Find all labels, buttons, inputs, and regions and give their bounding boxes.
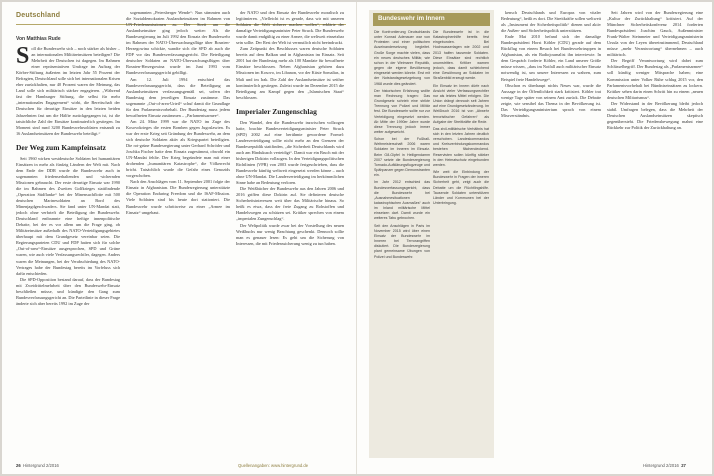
sidebar-column-2 xyxy=(433,30,489,454)
body-paragraph: Zum Zeitpunkt des Beschlusses waren deutsche Soldaten bereits auf dem Balkan und in Afghanistan im Einsatz. Seit 2001 hat der Bundestag mehr als 100 Mandate für bewaffnete Einsätze beschlossen. Neben Afghanistan gehören dazu Missionen im Kosovo, im Libanon, vor der Küste Somalias, in Mali und im Irak. Die Zahl der Auslandseinsätze ist seither kontinuierlich gestiegen. Zuletzt wurde im Dezember 2015 die Beteiligung am Kampf gegen den „Islamischen Staat“ beschlossen. xyxy=(236,46,344,100)
magazine-spread xyxy=(2,2,712,474)
page-number: 26 xyxy=(16,463,21,468)
body-paragraph: sogenannten „Petersberger Wende“: Nun stimmten auch die Sozialdemokraten Auslandseinsätzen im Rahmen von UN-Friedensmissionen zu. Der Streit um die Auslandseinsätze ging jedoch weiter: Als die Bundesregierung im Juli 1992 den Einsatz der Bundeswehr im Rahmen der NATO-Überwachungsflüge über Bosnien-Herzegowina schickte, wandte sich die SPD ab auch die FDP vor das Bundesverfassungsgericht. Die Beteiligung deutscher Soldaten an NATO-Überwachungsflügen über Bosnien-Herzegowina wurde im Juni 1993 vom Bundesverfassungsgericht gebilligt. xyxy=(126,10,230,76)
article-column-4 xyxy=(501,10,601,456)
sidebar-paragraph: Der historischen Erfahrung wollte man Rechnung tragen: Das Grundgesetz schrieb eine strikte Trennung von Polizei und Militär fest. Die Bundeswehr sollte nur zur Verteidigung eingesetzt werden. Ab Mitte der 1990er Jahre wurde diese Trennung jedoch immer weiter aufgeweicht. xyxy=(374,88,430,134)
sidebar-paragraph: Die Konfrontierung Deutschlands unter Konrad Adenauer war von Protesten und einer politischen Auseinandersetzung begleitet. Große Sorge machte vielen, dass ein neues deutsches Militär, wie schon in der Weimarer Republik, gegen die eigene Bevölkerung eingesetzt werden könnte. Erst mit der Notstandsgesetzgebung von 1968 wurde dies geändert. xyxy=(374,30,430,86)
sidebar-paragraph: Das zivil-militärische Verhältnis hat sich in den letzten Jahren deutlich verschoben. Landeskommandos und Kreisverbindungskommandos bestehen flächendeckend. Reservisten sollen künftig stärker in den Heimatschutz eingebunden werden. xyxy=(433,126,489,167)
body-paragraph: kensch Deutschlands und Europas von vitaler Bedeutung“, heißt es dort. Die Streitkräfte sollen weltweit als „Instrument der Sicherheitspolitik“ dienen und aktiv die Außen- und Sicherheitspolitik unterstützen. xyxy=(501,10,601,34)
sidebar-header-bar xyxy=(373,13,490,26)
body-paragraph: Ende Mai 2010 befand sich der damalige Bundespräsident Horst Köhler (CDU) gerade auf dem Rückflug von einem Besuch bei Bundeswehrtruppen in Afghanistan, als ein Radiojournalist ihn interviewte. In dem Gespräch forderte Köhler, ein Land unserer Größe müsse wissen, „dass im Notfall auch militärischer Einsatz notwendig ist, um unsere Interessen zu wahren, zum Beispiel freie Handelswege“. xyxy=(501,34,601,82)
body-paragraph: Obschon es überhaupt nichts Neues war, wurde die Aussage in der Öffentlichkeit stark kritisiert. Köhler trat wenige Tage später von seinem Amt zurück. Die Debatte zeigte, wie sensibel das Thema in der Bevölkerung ist. Das Verteidigungsministerium sprach von einem Missverständnis. xyxy=(501,82,601,118)
article-column-1 xyxy=(16,46,120,456)
article-column-3 xyxy=(236,10,344,456)
sidebar-column-1 xyxy=(374,30,430,454)
body-paragraph: Am 12. Juli 1994 entschied das Bundesverfassungsgericht, dass die Beteiligung an Auslandseinsätzen verfassungsgemäß sei, sofern der Bundestag dem jeweiligen Einsatz zustimme. Das sogenannte „Out-of-area-Urteil“ schuf damit die Grundlage für den Parlamentsvorbehalt. Der Bundestag muss jedem bewaffneten Einsatz zustimmen – „Parlamentsarmee“. xyxy=(126,76,230,118)
footer-right xyxy=(643,463,686,468)
footer-left xyxy=(16,463,59,468)
subheading-zungenschlag: Imperialer Zungenschlag xyxy=(236,106,317,116)
body-paragraph: Am 24. März 1999 war die NATO im Zuge des Kosovokrieges die ersten Bomben gegen Jugoslawien. Es war der erste Krieg seit Gründung der Bundeswehr, an dem sich deutsche Soldaten aktiv als Kriegspartei beteiligten. Die rot-grüne Bundesregierung unter Gerhard Schröder und Joschka Fischer hatte dem Einsatz zugestimmt, obwohl ein UN-Mandat fehlte. Der Krieg begründete man mit einer drohenden „humanitären Katastrophe“, die Völkerrecht bricht. Tatsächlich wurde die Gefahr eines Genozids vorgeschoben. xyxy=(126,118,230,179)
body-paragraph: Die SPD-Opposition bestand darauf, dass der Bundestag mit Zweidrittelmehrheit über den Bundeswehr-Einsatz beschließen müsse, und kündigte den Gang zum Bundesverfassungsgericht an. Die Parteilinie in dieser Frage änderte sich aber bereits 1992 im Zuge der xyxy=(16,276,120,306)
page-number: 27 xyxy=(681,463,686,468)
subheading-kampfeinsatz: Der Weg zum Kampfeinsatz xyxy=(16,142,106,152)
sidebar-paragraph: Wie weit die Einbindung der Bundeswehr in Fragen der inneren Sicherheit geht, zeigt auch die Debatte um die Flüchtlingshilfe. Tausende Soldaten unterstützen Länder und Kommunen bei der Unterbringung. xyxy=(433,170,489,205)
body-paragraph: Seit 1960 wirken westdeutsche Soldaten bei humanitären Einsätzen in mehr als fünfzig Ländern der Welt mit. Nach dem Ende der DDR wurde die Bundeswehr auch in sogenannten friedenserhaltenden und -sichernden Missionen gebraucht. Der erste derartige Einsatz war 1990 die im Rahmen des Zweiten Golfkrieges stattfindende „Operation Südflanke“ bei der Minensuchflotte mit 500 deutschen Marinesoldaten an Bord des Minenjagdgeschwaders. Sie fand unter UN-Mandat statt, jedoch ohne verbrieft die Beteiligung der Bundeswehr. Deutschland entbrannte eine heftige innenpolitische Debatte, bei der es vor allem um die Frage ging, ob Militäreinsätze außerhalb des NATO-Verteidigungsgebietes überhaupt mit dem Grundgesetz vereinbar seien. Die Regierungsparteien CDU und FDP hatten sich für solche „Out-of-area“-Einsätze ausgesprochen, SPD und Grüne waren, wie auch viele Verfassungsrechtler, dagegen. Anders waren die Meinungen, bei der Verabschiedung des NATO-Vertrages habe der Bundestag bereits im Vorfeluss sich dafür entschieden. xyxy=(16,155,120,276)
lead-paragraph xyxy=(16,46,120,137)
sidebar-box xyxy=(369,10,494,458)
footer-sources-link[interactable]: Quellenangaben: www.hintergrund.de xyxy=(238,463,309,468)
body-paragraph: Nach den Anschlägen vom 11. September 2001 folgte der Einsatz in Afghanistan. Die Bundesregierung unterstützte die Operation Enduring Freedom und die ISAF-Mission. Viele Soldaten sind bis heute dort stationiert. Die Bundeswehr wurde schrittweise zu einer „Armee im Einsatz“ umgebaut. xyxy=(126,179,230,215)
body-paragraph: Der Begriff Verantwortung wird dabei zum Schlüsselbegriff. Der Bundestag als „Parlamentsarmee“ soll künftig weniger Mitsprache haben; eine Kommission unter Volker Rühe schlug 2015 vor, den Parlamentsvorbehalt bei Bündniseinsätzen zu lockern. Kritiker sehen darin einen Schritt hin zu einem „neuen deutschen Militarismus“. xyxy=(607,58,703,100)
body-paragraph: Der Widerstand in der Bevölkerung bleibt jedoch stabil. Umfragen belegen, dass die Mehrheit der Deutschen Auslandseinsätzen skeptisch gegenübersteht. Die Friedensbewegung mahnt eine Rückkehr zur Politik der Zurückhaltung an. xyxy=(607,100,703,130)
section-label: Deutschland xyxy=(16,12,61,19)
right-page xyxy=(357,2,712,474)
sidebar-paragraph: Ein Einsatz im Innern dürfe nach Ansicht vieler Verfassungsrechtler nur als letztes Mittel erfolgen. Die Union drängt dennoch seit Jahren auf eine Grundgesetzänderung. Im Weißbuch 2016 ist von „Abwehr terroristischer Gefahren“ als Aufgabe der Streitkräfte die Rede. xyxy=(433,83,489,124)
sidebar-paragraph: Im Jahr 2012 entschied das Bundesverfassungsgericht, dass die Bundeswehr bei „Ausnahmesituationen katastrophischen Ausmaßes“ auch im Inland militärische Mittel einsetzen darf. Damit wurde ein weiteres Tabu gebrochen. xyxy=(374,180,430,221)
body-paragraph: der NATO und den Einsatz der Bundeswehr moralisch zu legitimieren. „Vielleicht ist es gerade, dass wir mit unseren Soldaten die Welt sicherer machen wollen“, erklärte der damalige Verteidigungsminister Peter Struck. Die Bundeswehr wurde damit endgültig zu einer Armee, die weltweit einsetzbar sein sollte. Der Rest der Welt ist vermutlich nicht beeindruckt. xyxy=(236,10,344,46)
body-paragraph: Die Weißbücher der Bundeswehr aus den Jahren 2006 und 2016 griffen diese Doktrin auf. Sie definieren deutsche Sicherheitsinteressen weit über das Militärische hinaus. So heißt es etwa, dass der freie Zugang zu Rohstoffen und Handelswegen zu schützen sei. Kritiker sprechen von einem „imperialen Zungenschlag“. xyxy=(236,186,344,222)
body-paragraph: Seit Jahren wird von der Bundesregierung eine „Kultur der Zurückhaltung“ kritisiert. Auf der Münchner Sicherheitskonferenz 2014 forderten Bundespräsident Joachim Gauck, Außenminister Frank-Walter Steinmeier und Verteidigungsministerin Ursula von der Leyen übereinstimmend, Deutschland müsse „mehr Verantwortung“ übernehmen – auch militärisch. xyxy=(607,10,703,58)
sidebar-paragraph: Die Bundeswehr ist in die Katastrophenhilfe bereits fest eingebunden. Bei Hochwasserlagen wie 2002 und 2013 halfen tausende Soldaten. Diese Einsätze sind rechtlich unumstritten. Kritiker warnen jedoch, dass damit schleichend eine Gewöhnung an Soldaten im Straßenbild erzeugt werde. xyxy=(433,30,489,81)
magazine-issue: Hintergrund 2/2016 xyxy=(23,463,59,468)
body-paragraph: Der Weltpolitik wurde zwar bei der Vorstellung des neuen Weißbuchs nur wenig Beachtung geschenkt. Dennoch sollte man es genauer lesen: Es geht um die Sicherung von Interessen, die mit Friedenssicherung wenig zu tun haben. xyxy=(236,222,344,246)
dropcap: S xyxy=(16,46,30,69)
magazine-issue: Hintergrund 2/2016 xyxy=(643,463,679,468)
lead-paragraph-text: oll die Bundeswehr sich – noch stärker als bisher – an internationalen Militäreinsätzen beteiligen? Die Mehrheit der Deutschen ist dagegen. Im Rahmen einer repräsentativen Umfrage im Auftrag der Körber-Stiftung äußerten im letzten Jahr 55 Prozent der Befragten, Deutschland solle sich bei internationalen Krisen eher zurückhalten, nur 40 Prozent waren der Meinung, das Land solle sich militärisch stärker engagieren. „Während fast der Hamburger Stiftung, die selbst für mehr „internationales Engagement“ wirbt, die Bereitschaft der Deutschen für derartige Einsätze in den letzten beiden Jahrzehnten fast um die Hälfte zurückgegangen ist, ist die tatsächliche Zahl der Einsätze kontinuierlich gestiegen. Im Moment sind rund 3200 Bundeswehrsoldaten entsandt zu 16 Auslandseinsätzen der Bundeswehr beteiligt.“ xyxy=(16,46,120,136)
sidebar-paragraph: Seit den Anschlägen in Paris im November 2015 wird über einen Einsatz der Bundeswehr im Inneren bei Terrorangriffen diskutiert. Die Bundesregierung plant gemeinsame Übungen von Polizei und Bundeswehr. xyxy=(374,223,430,259)
byline: Von Matthias Rude xyxy=(16,36,61,42)
body-paragraph: Den Wandel, den die Bundeswehr inzwischen vollzogen hatte, brachte Bundesverteidigungsminister Peter Struck (SPD) 2002 auf eine berühmte gewordene Formel: Landesverteidigung sollte nicht mehr an den Grenzen der Bundesrepublik stattfinden, „die Sicherheit Deutschlands wird auch am Hindukusch verteidigt“. Damit war ein Bruch mit der bisherigen Doktrin vollzogen. In den Verteidigungspolitischen Richtlinien (VPR) von 2003 wurde festgeschrieben, dass die Bundeswehr künftig weltweit eingesetzt werden könne – auch ohne UN-Mandat. Die Landesverteidigung im herkömmlichen Sinne habe an Bedeutung verloren. xyxy=(236,119,344,186)
left-page xyxy=(2,2,357,474)
sidebar-title: Bundeswehr im Innern xyxy=(378,15,445,22)
article-column-2 xyxy=(126,10,230,456)
article-column-5 xyxy=(607,10,703,456)
sidebar-paragraph: Schon bei der Fußball-Weltmeisterschaft 2006 waren Soldaten im Inneren im Einsatz. Beim G8-Gipfel in Heiligendamm 2007 setzte die Bundesregierung Tornado-Aufklärungsflugzeuge und Spähpanzer gegen Demonstranten ein. xyxy=(374,137,430,178)
